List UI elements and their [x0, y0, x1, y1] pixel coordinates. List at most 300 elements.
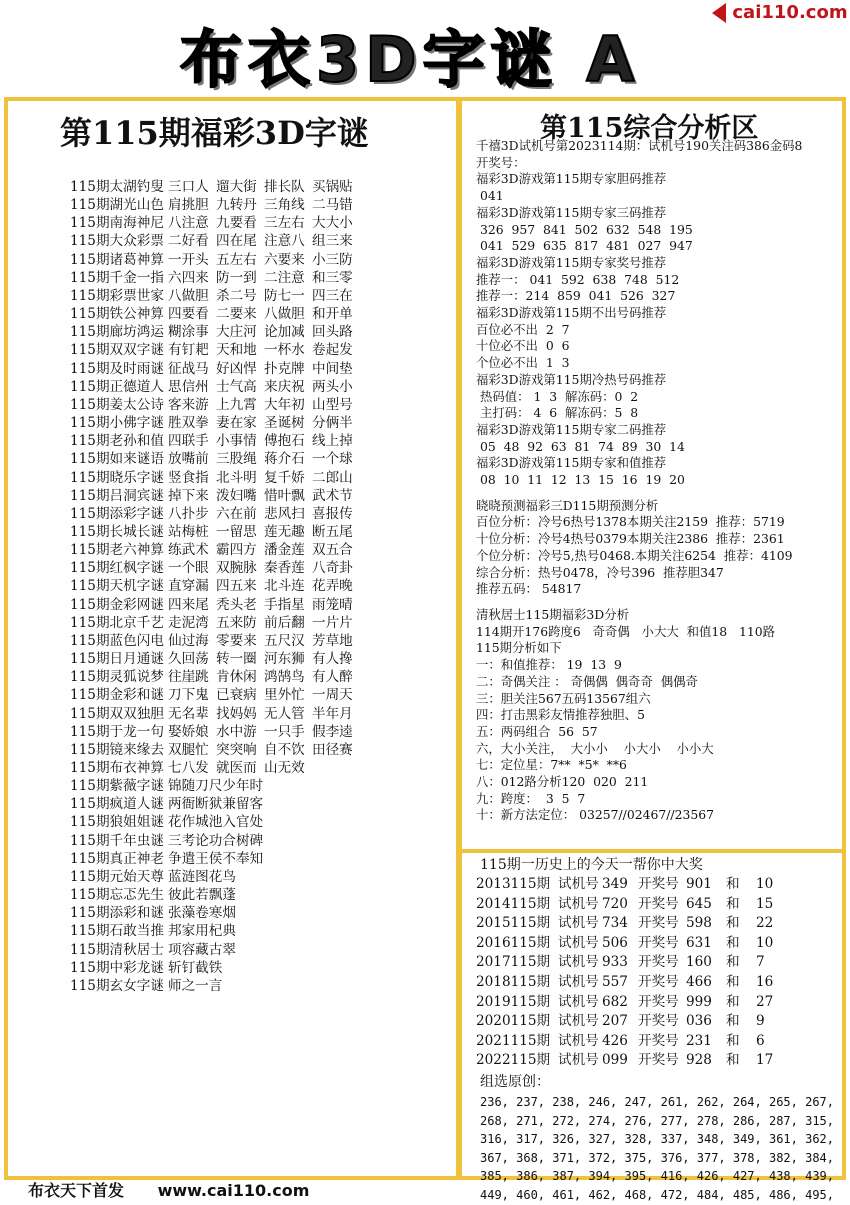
history-cell: 试机号: [558, 876, 599, 892]
riddle-row: [70, 232, 360, 250]
riddle-phrase: 一只手: [264, 723, 305, 740]
riddle-row: [70, 941, 360, 959]
history-cell: 和: [726, 895, 740, 912]
riddle-source: 115期布衣神算: [70, 760, 164, 776]
riddle-phrase: 客来游: [168, 396, 209, 413]
riddle-phrase: 组三来: [312, 233, 353, 250]
riddle-phrase: 手指星: [264, 596, 305, 613]
riddle-phrase: 半年月: [312, 705, 353, 722]
analysis-line: 08 10 11 12 13 15 16 19 20: [476, 472, 685, 488]
analysis-line: 福彩3D游戏第115期专家三码推荐: [476, 204, 667, 220]
history-cell: 和: [726, 1013, 740, 1030]
history-cell: 645: [686, 895, 712, 912]
riddle-phrase: 六四来: [168, 269, 209, 286]
riddle-phrase: 和开单: [312, 306, 353, 323]
riddle-phrase: 久回荡: [168, 651, 209, 668]
history-cell: 试机号: [558, 1013, 599, 1030]
riddle-source: 115期紫薇字谜: [70, 778, 164, 795]
riddle-row: [70, 450, 360, 468]
riddle-row: [70, 668, 360, 686]
riddle-phrase: 胜双拳: [168, 415, 209, 432]
analysis-line: 八：012路分析120 020 211: [476, 774, 649, 790]
analysis-line: 推荐一：214 859 041 526 327: [476, 288, 676, 304]
riddle-phrase: 八扑步: [168, 505, 209, 522]
analysis-line: 福彩3D游戏第115期专家胆码推荐: [476, 171, 667, 187]
riddle-phrase: 喜报传: [312, 505, 353, 522]
riddle-phrase: 山型号: [312, 396, 353, 413]
banner-title: 布衣3D字谜 A: [180, 23, 641, 96]
riddle-phrase: 河东狮: [264, 651, 305, 668]
riddle-phrase: 注意八: [264, 233, 305, 250]
riddle-phrase: 圣诞树: [264, 415, 305, 432]
riddle-phrase: 二郎山: [312, 469, 353, 486]
riddle-phrase: 大年初: [264, 396, 305, 413]
riddle-row: [70, 886, 360, 904]
history-cell: 6: [756, 1032, 765, 1049]
riddle-row: [70, 686, 360, 704]
riddle-row: [70, 469, 360, 487]
riddle-source: 115期真正神老: [70, 850, 164, 867]
riddle-source: 115期双双字谜: [70, 342, 164, 359]
riddle-row: [70, 759, 360, 777]
riddle-source: 115期金彩和谜: [70, 687, 164, 704]
riddle-phrase: 一个球: [312, 451, 353, 468]
riddle-phrase: 和三零: [312, 269, 353, 286]
history-cell: 036: [686, 1013, 712, 1030]
riddle-phrase: 回头路: [312, 324, 353, 341]
riddle-phrase: 天和地: [216, 342, 257, 359]
riddle-phrase: 大大小: [312, 215, 353, 232]
riddle-phrase: 思信州: [168, 378, 209, 395]
riddle-phrase: 花弄晚: [312, 578, 353, 595]
history-cell: 试机号: [558, 915, 599, 932]
riddle-verse: 锦随刀尺少年时: [168, 778, 264, 795]
riddle-source: 115期老孙和值: [70, 433, 164, 450]
riddle-source: 115期清秋居士: [70, 941, 164, 958]
riddle-row: [70, 432, 360, 450]
history-cell: 开奖号: [638, 973, 679, 990]
riddle-phrase: 一周天: [312, 687, 353, 704]
history-row: [476, 875, 841, 895]
riddle-verse: 争遣王侯不奉知: [168, 850, 264, 867]
analysis-line: 十位必不出 0 6: [476, 338, 570, 354]
riddle-phrase: 扑克牌: [264, 360, 305, 377]
history-cell: 9: [756, 1013, 765, 1030]
riddle-phrase: 前后翻: [264, 614, 305, 631]
riddle-phrase: 八做胆: [264, 306, 305, 323]
riddle-phrase: 仙过海: [168, 632, 209, 649]
history-section: [476, 856, 841, 1205]
history-cell: 试机号: [558, 993, 599, 1010]
riddle-phrase: 遛大街: [216, 179, 257, 195]
analysis-line: 十：新方法定位： 03257//02467//23567: [476, 807, 715, 823]
riddle-row: [70, 523, 360, 541]
riddle-verse: 彼此若飘蓬: [168, 887, 236, 904]
riddle-source: 115期大众彩票: [70, 233, 164, 250]
history-cell: 开奖号: [638, 1013, 679, 1030]
riddle-phrase: 防一到: [216, 269, 257, 286]
riddle-phrase: 自不饮: [264, 741, 305, 758]
group-line: 236, 237, 238, 246, 247, 261, 262, 264, 265, 267,: [480, 1094, 835, 1109]
footer: [0, 1180, 850, 1202]
riddle-row: [70, 287, 360, 305]
riddle-source: 115期及时雨谜: [70, 360, 164, 377]
analysis-line: 114期开176跨度6 奇奇偶 小大大 和值18 110路: [476, 623, 776, 639]
riddle-phrase: 小事情: [216, 433, 257, 450]
history-cell: 2019115期: [476, 993, 551, 1010]
riddle-phrase: 就医而: [216, 760, 257, 776]
riddle-phrase: 已衰病: [216, 687, 257, 704]
analysis-line: 福彩3D游戏第115期不出号码推荐: [476, 305, 667, 321]
riddle-phrase: 莲无趣: [264, 523, 305, 540]
history-cell: 15: [756, 895, 774, 912]
history-cell: 207: [602, 1013, 628, 1030]
riddle-phrase: 转一圈: [216, 651, 257, 668]
history-cell: 2014115期: [476, 895, 551, 912]
group-line: 449, 460, 461, 462, 468, 472, 484, 485, 486, 495,: [480, 1187, 835, 1202]
arrow-icon: [712, 3, 726, 23]
riddle-row: [70, 959, 360, 977]
riddle-phrase: 田径赛: [312, 741, 353, 758]
history-cell: 开奖号: [638, 934, 679, 951]
history-cell: 2013115期: [476, 876, 551, 892]
riddle-source: 115期添彩和谜: [70, 905, 164, 922]
riddle-row: [70, 614, 360, 632]
riddle-source: 115期湖光山色: [70, 197, 164, 214]
riddle-phrase: 三口人: [168, 179, 209, 195]
riddle-source: 115期元始天尊: [70, 868, 164, 885]
riddle-row: [70, 505, 360, 523]
site-link-text: cai110.com: [732, 2, 848, 23]
riddle-phrase: 八注意: [168, 215, 209, 232]
riddle-row: [70, 251, 360, 269]
riddle-row: [70, 850, 360, 868]
analysis-line: 05 48 92 63 81 74 89 30 14: [476, 438, 685, 454]
riddle-phrase: 二马错: [312, 197, 353, 214]
analysis-line: 热码值： 1 3 解冻码：0 2: [476, 388, 639, 404]
history-cell: 999: [686, 993, 712, 1010]
riddle-source: 115期晓乐字谜: [70, 469, 164, 486]
analysis-line: 326 957 841 502 632 548 195: [476, 221, 693, 237]
riddle-phrase: 好凶悍: [216, 360, 257, 377]
history-cell: 2022115期: [476, 1052, 551, 1069]
riddle-phrase: 秃头老: [216, 596, 257, 613]
riddle-phrase: 有人醉: [312, 669, 353, 686]
riddle-phrase: 断五尾: [312, 523, 353, 540]
group-line: 385, 386, 387, 394, 395, 416, 426, 427, 438, 439,: [480, 1169, 835, 1184]
riddle-phrase: 上九霄: [216, 396, 257, 413]
riddle-phrase: 肯休闲: [216, 669, 257, 686]
riddle-phrase: 无人管: [264, 705, 305, 722]
riddle-row: [70, 777, 360, 795]
riddle-phrase: 站梅桩: [168, 523, 209, 540]
history-cell: 231: [686, 1032, 712, 1049]
riddle-phrase: 竖食指: [168, 469, 209, 486]
analysis-line: 九：跨度： 3 5 7: [476, 790, 586, 806]
riddle-source: 115期千金一指: [70, 269, 164, 286]
riddle-source: 115期吕洞宾谜: [70, 487, 164, 504]
riddle-source: 115期中彩龙谜: [70, 959, 164, 976]
history-cell: 27: [756, 993, 774, 1010]
riddle-phrase: 一开头: [168, 251, 209, 268]
riddle-phrase: 有钉耙: [168, 342, 209, 359]
banner: [0, 0, 850, 95]
history-cell: 17: [756, 1052, 774, 1069]
footer-text: 布衣天下首发: [28, 1181, 125, 1200]
analysis-list: [476, 138, 841, 824]
history-row: [476, 973, 841, 993]
riddle-row: [70, 868, 360, 886]
history-row: [476, 993, 841, 1013]
riddle-phrase: 直穿漏: [168, 578, 209, 595]
riddle-phrase: 三角线: [264, 197, 305, 214]
riddle-row: [70, 705, 360, 723]
riddle-phrase: 双腕脉: [216, 560, 257, 577]
spacer: [476, 598, 841, 607]
riddle-phrase: 四五来: [216, 578, 257, 595]
site-link[interactable]: [730, 0, 850, 26]
history-cell: 和: [726, 915, 740, 932]
analysis-line: 个位分析：冷号5,热号0468.本期关注6254 推荐：4109: [476, 547, 793, 563]
riddle-row: [70, 214, 360, 232]
riddle-phrase: 二好看: [168, 233, 209, 250]
riddle-source: 115期玄女字谜: [70, 977, 164, 994]
analysis-line: 推荐一： 041 592 638 748 512: [476, 271, 680, 287]
group-line: 268, 271, 272, 274, 276, 277, 278, 286, 287, 315,: [480, 1113, 835, 1128]
riddle-phrase: 三股绳: [216, 451, 257, 468]
history-row: [476, 895, 841, 915]
history-cell: 10: [756, 934, 774, 951]
riddle-phrase: 霸四方: [216, 542, 257, 559]
riddle-row: [70, 269, 360, 287]
riddle-row: [70, 323, 360, 341]
spacer: [476, 489, 841, 498]
riddle-row: [70, 650, 360, 668]
riddle-row: [70, 813, 360, 831]
riddle-row: [70, 596, 360, 614]
history-cell: 试机号: [558, 1032, 599, 1049]
history-cell: 开奖号: [638, 895, 679, 912]
riddle-source: 115期长城长谜: [70, 523, 164, 540]
riddle-source: 115期金彩网谜: [70, 596, 164, 613]
riddle-phrase: 四三在: [312, 287, 353, 304]
riddle-phrase: 掉下来: [168, 487, 209, 504]
riddle-phrase: 刀下鬼: [168, 687, 209, 704]
riddle-source: 115期石敢当推: [70, 923, 164, 940]
history-cell: 和: [726, 934, 740, 951]
history-cell: 和: [726, 954, 740, 971]
riddle-row: [70, 832, 360, 850]
history-cell: 2016115期: [476, 934, 551, 951]
history-cell: 16: [756, 973, 774, 990]
riddle-source: 115期狼姐姐谜: [70, 814, 164, 831]
history-cell: 开奖号: [638, 1052, 679, 1069]
analysis-line: 推荐五码： 54817: [476, 581, 582, 597]
riddle-phrase: 芳草地: [312, 632, 353, 649]
riddle-phrase: 五左右: [216, 251, 257, 268]
riddle-phrase: 里外忙: [264, 687, 305, 704]
analysis-line: 主打码： 4 6 解冻码：5 8: [476, 405, 639, 421]
riddle-source: 115期忘忑先生: [70, 887, 164, 904]
riddle-phrase: 线上掉: [312, 433, 353, 450]
riddle-phrase: 蒋介石: [264, 451, 305, 468]
history-cell: 开奖号: [638, 954, 679, 971]
history-cell: 和: [726, 1032, 740, 1049]
analysis-line: 二：奇偶关注 ： 奇偶偶 偶奇奇 偶偶奇: [476, 673, 698, 689]
riddle-verse: 蓝涟图花鸟: [168, 868, 236, 885]
riddle-phrase: 复千娇: [264, 469, 305, 486]
history-cell: 和: [726, 1052, 740, 1069]
analysis-line: 个位必不出 1 3: [476, 355, 570, 371]
riddle-phrase: 武术节: [312, 487, 353, 504]
history-row: [476, 914, 841, 934]
riddle-phrase: 六在前: [216, 505, 257, 522]
riddle-phrase: 三左右: [264, 215, 305, 232]
group-line: 367, 368, 371, 372, 375, 376, 377, 378, 382, 384,: [480, 1150, 835, 1165]
riddle-phrase: 雨笼晴: [312, 596, 353, 613]
riddle-row: [70, 723, 360, 741]
riddle-source: 115期姜太公诗: [70, 396, 164, 413]
riddle-source: 115期添彩字谜: [70, 505, 164, 522]
history-cell: 2015115期: [476, 915, 551, 932]
history-cell: 631: [686, 934, 712, 951]
riddle-source: 115期南海神尼: [70, 215, 164, 232]
history-cell: 2018115期: [476, 973, 551, 990]
riddle-source: 115期正德道人: [70, 378, 164, 395]
riddle-row: [70, 360, 360, 378]
riddle-row: [70, 559, 360, 577]
riddle-phrase: 排长队: [264, 179, 305, 195]
riddle-phrase: 卷起发: [312, 342, 353, 359]
riddle-phrase: 中间垫: [312, 360, 353, 377]
history-cell: 开奖号: [638, 1032, 679, 1049]
riddle-phrase: 傅抱石: [264, 433, 305, 450]
footer-url[interactable]: www.cai110.com: [157, 1181, 310, 1200]
riddle-phrase: 放嘴前: [168, 451, 209, 468]
history-cell: 和: [726, 973, 740, 990]
history-cell: 试机号: [558, 954, 599, 971]
analysis-line: 福彩3D游戏第115期专家奖号推荐: [476, 254, 667, 270]
riddle-phrase: 零要来: [216, 632, 257, 649]
riddle-verse: 师之一言: [168, 977, 223, 994]
analysis-line: 六，大小关注， 大小小 小大小 小小大: [476, 740, 714, 756]
riddle-source: 115期天机字谜: [70, 578, 164, 595]
riddle-source: 115期双双独胆: [70, 705, 164, 722]
history-cell: 开奖号: [638, 876, 679, 892]
analysis-line: 七：定位星：7** *5* **6: [476, 757, 627, 773]
history-cell: 598: [686, 915, 712, 932]
riddle-verse: 三考论功合树碑: [168, 832, 264, 849]
riddle-phrase: 小三防: [312, 251, 353, 268]
history-row: [476, 934, 841, 954]
riddle-phrase: 无名辈: [168, 705, 209, 722]
riddle-row: [70, 904, 360, 922]
riddle-row: [70, 632, 360, 650]
riddle-verse: 邦家用杞典: [168, 923, 236, 940]
history-cell: 和: [726, 993, 740, 1010]
riddle-source: 115期疯道人谜: [70, 796, 164, 813]
riddle-verse: 花作城池入官处: [168, 814, 264, 831]
history-cell: 2020115期: [476, 1013, 551, 1030]
analysis-line: 福彩3D游戏第115期专家二码推荐: [476, 421, 667, 437]
riddle-source: 115期于龙一句: [70, 723, 164, 740]
riddle-section-title: 第115期福彩3D字谜: [60, 114, 369, 152]
riddle-row: [70, 487, 360, 505]
history-cell: 099: [602, 1052, 628, 1069]
riddle-phrase: 二要来: [216, 306, 257, 323]
riddle-source: 115期如来谜语: [70, 451, 164, 468]
riddle-phrase: 四在尾: [216, 233, 257, 250]
analysis-line: 福彩3D游戏第115期冷热号码推荐: [476, 371, 667, 387]
analysis-line: 福彩3D游戏第115期专家和值推荐: [476, 455, 667, 471]
riddle-verse: 项容藏古翠: [168, 941, 236, 958]
riddle-row: [70, 178, 360, 196]
group-label: 组选原创：: [480, 1073, 550, 1090]
riddle-phrase: 八奇卦: [312, 560, 353, 577]
riddle-phrase: 四来尾: [168, 596, 209, 613]
history-cell: 933: [602, 954, 628, 971]
riddle-row: [70, 922, 360, 940]
history-cell: 901: [686, 876, 712, 892]
history-cell: 557: [602, 973, 628, 990]
history-cell: 349: [602, 876, 628, 892]
riddle-source: 115期彩票世家: [70, 287, 164, 304]
history-row: [476, 953, 841, 973]
riddle-phrase: 八做胆: [168, 287, 209, 304]
analysis-line: 041: [476, 188, 504, 204]
analysis-line: 三：胆关注567五码13567组六: [476, 690, 651, 706]
history-cell: 734: [602, 915, 628, 932]
riddle-phrase: 论加减: [264, 324, 305, 341]
riddle-phrase: 九转丹: [216, 197, 257, 214]
riddle-phrase: 走泥湾: [168, 614, 209, 631]
riddle-phrase: 突突响: [216, 741, 257, 758]
analysis-line: 115期分析如下: [476, 640, 562, 656]
riddle-phrase: 四联手: [168, 433, 209, 450]
riddle-phrase: 征战马: [168, 360, 209, 377]
riddle-phrase: 妻在家: [216, 415, 257, 432]
riddle-phrase: 娶娇娘: [168, 723, 209, 740]
riddle-phrase: 找妈妈: [216, 705, 257, 722]
riddle-row: [70, 577, 360, 595]
riddle-source: 115期老六神算: [70, 542, 164, 559]
riddle-phrase: 四要看: [168, 306, 209, 323]
riddle-phrase: 肩挑胆: [168, 197, 209, 214]
analysis-line: 十位分析：冷号4热号0379本期关注2386 推荐：2361: [476, 531, 785, 547]
riddle-row: [70, 977, 360, 995]
riddle-phrase: 防七一: [264, 287, 305, 304]
riddle-row: [70, 196, 360, 214]
riddle-phrase: 鸿鹄鸟: [264, 669, 305, 686]
riddle-row: [70, 795, 360, 813]
riddle-row: [70, 378, 360, 396]
riddle-phrase: 分俩半: [312, 415, 353, 432]
riddle-phrase: 双五合: [312, 542, 353, 559]
riddle-phrase: 二注意: [264, 269, 305, 286]
riddle-row: [70, 305, 360, 323]
history-cell: 10: [756, 876, 774, 892]
riddle-row: [70, 414, 360, 432]
analysis-section-title: 第115综合分析区: [540, 113, 759, 144]
riddle-phrase: 大庄河: [216, 324, 257, 341]
riddle-row: [70, 541, 360, 559]
riddle-phrase: 九要看: [216, 215, 257, 232]
analysis-line: 四：打击黑彩友情推荐独胆、5: [476, 707, 645, 723]
group-line: 316, 317, 326, 327, 328, 337, 348, 349, 361, 362,: [480, 1132, 835, 1147]
history-cell: 426: [602, 1032, 628, 1049]
riddle-phrase: 一杯水: [264, 342, 305, 359]
history-cell: 160: [686, 954, 712, 971]
